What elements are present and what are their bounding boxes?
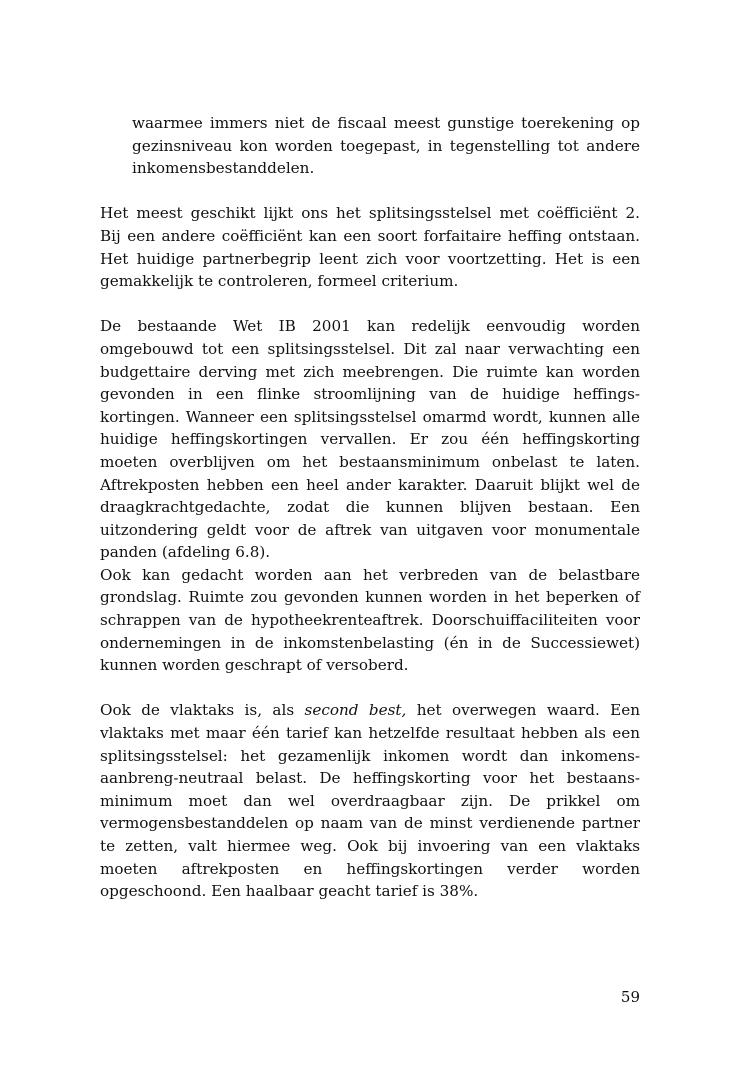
page-number: 59 (620, 988, 640, 1006)
text-line: panden (afdeling 6.8). (100, 543, 271, 562)
page-body (100, 112, 640, 903)
text-line: te zetten, valt hiermee weg. Ook bij invoering van een vlaktaks (100, 837, 640, 855)
text-line: gevonden in een flinke stroomlijning van de huidige heffings- (100, 385, 640, 404)
paragraph-vlaktaks (100, 699, 640, 902)
text-line: grondslag. Ruimte zou gevonden kunnen worden in het beperken of (100, 588, 640, 607)
text-line: Ook kan gedacht worden aan het verbreden van de belastbare (100, 565, 640, 584)
text-line: waarmee immers niet de fiscaal meest gunstige toerekening op (132, 114, 640, 132)
text-line: minimum moet dan wel overdraagbaar zijn. De prikkel om (100, 791, 640, 810)
text-line: vlaktaks met maar één tarief kan hetzelfde resultaat hebben als een (100, 724, 640, 743)
text-line: Het huidige partnerbegrip leent zich voor voortzetting. Het is een (100, 249, 640, 268)
text-line: kunnen worden geschrapt of versoberd. (100, 656, 409, 675)
text-line: gemakkelijk te controleren, formeel criterium. (100, 272, 459, 291)
text-line: aanbreng-neutraal belast. De heffingskorting voor het bestaans- (100, 769, 640, 788)
text-line: De bestaande Wet IB 2001 kan redelijk eenvoudig worden (100, 317, 640, 336)
paragraph-continued (100, 112, 640, 180)
text-line: Aftrekposten hebben een heel ander karakter. Daaruit blijkt wel de (100, 475, 640, 494)
text-run: het overwegen waard. Een (416, 701, 641, 720)
text-line: vermogensbestanddelen op naam van de minst verdienende partner (100, 814, 640, 833)
text-line: inkomensbestanddelen. (132, 159, 315, 178)
text-line: gezinsniveau kon worden toegepast, in tegenstelling tot andere (132, 136, 640, 155)
text-line: Bij een andere coëfficiënt kan een soort forfaitaire heffing ontstaan. (100, 226, 640, 245)
text-line: Het meest geschikt lijkt ons het splitsingsstelsel met coëfficiënt 2. (100, 204, 640, 223)
paragraph-splitsingsstelsel (100, 202, 640, 292)
text-line: kortingen. Wanneer een splitsingsstelsel omarmd wordt, kunnen alle (100, 407, 640, 426)
text-line: uitzondering geldt voor de aftrek van uitgaven voor monumentale (100, 520, 640, 539)
text-line-first (100, 699, 640, 722)
text-line: moeten aftrekposten en heffingskortingen verder worden (100, 859, 640, 878)
paragraph-wet-ib-2001 (100, 315, 640, 677)
text-line: draagkrachtgedachte, zodat die kunnen blijven bestaan. Een (100, 498, 640, 517)
text-line: schrappen van de hypotheekrenteaftrek. Doorschuiffaciliteiten voor (100, 611, 640, 630)
text-line: ondernemingen in de inkomstenbelasting (én in de Successiewet) (100, 633, 640, 652)
text-run: Ook de vlaktaks is, als (100, 701, 295, 720)
text-line: huidige heffingskortingen vervallen. Er zou één heffingskorting (100, 430, 640, 449)
text-line: omgebouwd tot een splitsingsstelsel. Dit zal naar verwachting een (100, 339, 640, 358)
text-line: splitsingsstelsel: het gezamenlijk inkomen wordt dan inkomens- (100, 746, 640, 765)
text-line: moeten overblijven om het bestaansminimum onbelast te laten. (100, 452, 640, 471)
text-line: opgeschoond. Een haalbaar geacht tarief is 38%. (100, 882, 479, 901)
text-line: budgettaire derving met zich meebrengen. Die ruimte kan worden (100, 362, 640, 381)
emphasis-second-best: second best, (304, 701, 407, 720)
